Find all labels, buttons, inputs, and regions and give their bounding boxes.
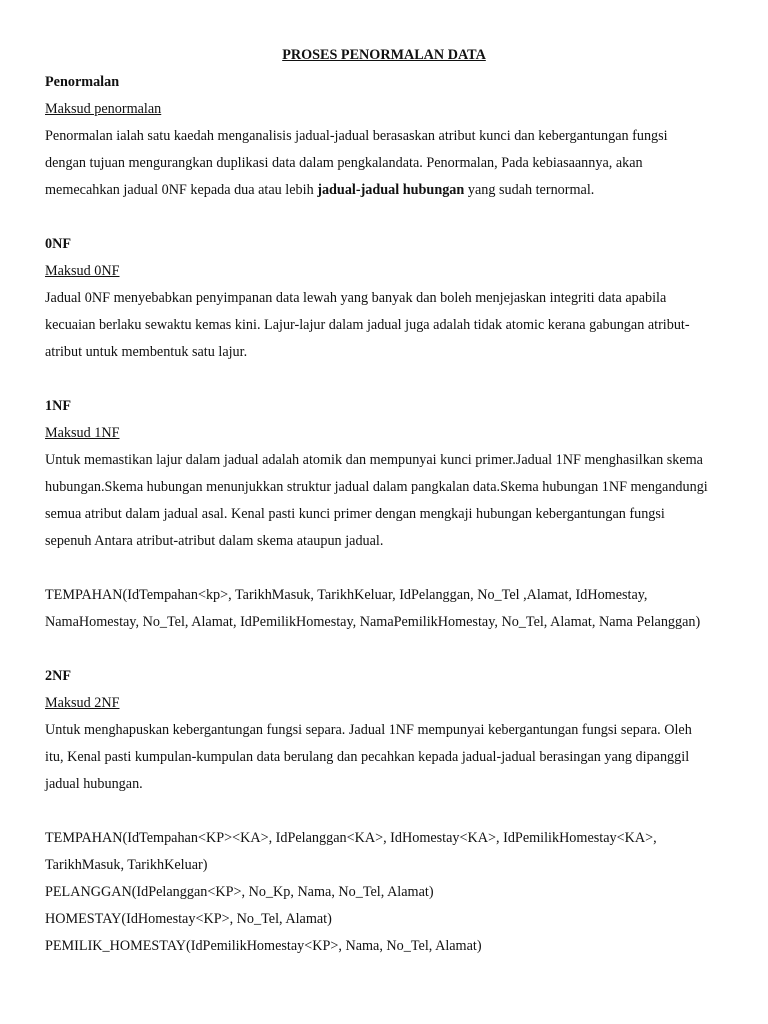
body-text-part: yang sudah ternormal. [464,182,595,198]
schema-2nf-homestay: HOMESTAY(IdHomestay<KP>, No_Tel, Alamat) [45,911,332,927]
section-heading-penormalan: Penormalan [45,74,120,90]
body-text-part: Penormalan ialah satu kaedah menganalisis jadual-jadual berasaskan atribut kunci dan kebergantungan fungsi dengan tujuan mengurangkan duplikasi data dalam pengkalandata. Penormalan, Pada kebiasaannya, akan memecahkan jadual 0NF kepada dua atau lebih [45,128,668,198]
paragraph-gap [45,204,712,231]
paragraph-gap [45,636,712,663]
paragraph-gap [45,798,712,825]
schema-2nf-tempahan: TEMPAHAN(IdTempahan<KP><KA>, IdPelanggan<KA>, IdHomestay<KA>, IdPemilikHomestay<KA>, TarikhMasuk, TarikhKeluar) [45,830,657,873]
section-body-2nf: Untuk menghapuskan kebergantungan fungsi separa. Jadual 1NF mempunyai kebergantungan fungsi separa. Oleh itu, Kenal pasti kumpulan-kumpulan data berulang dan pecahkan kepada jadual-jadual berasingan yang dipanggil jadual hubungan. [45,722,692,792]
paragraph-gap [45,555,712,582]
schema-2nf-pelanggan: PELANGGAN(IdPelanggan<KP>, No_Kp, Nama, No_Tel, Alamat) [45,884,434,900]
body-text-bold: jadual-jadual hubungan [317,182,465,198]
section-body-penormalan [45,123,712,204]
schema-1nf-tempahan: TEMPAHAN(IdTempahan<kp>, TarikhMasuk, TarikhKeluar, IdPelanggan, No_Tel ,Alamat, IdHomestay, NamaHomestay, No_Tel, Alamat, IdPemilikHomestay, NamaPemilikHomestay, No_Tel, Alamat, Nama Pelanggan) [45,587,701,630]
section-body-1nf: Untuk memastikan lajur dalam jadual adalah atomik dan mempunyai kunci primer.Jadual 1NF menghasilkan skema hubungan.Skema hubungan menunjukkan struktur jadual dalam pangkalan data.Skema hubungan 1NF mengandungi semua atribut dalam jadual asal. Kenal pasti kunci primer dengan mengkaji hubungan kebergantungan fungsi sepenuh Antara atribut-atribut dalam skema ataupun jadual. [45,452,708,549]
section-subheading-2nf: Maksud 2NF [45,695,120,711]
schema-2nf-pemilik-homestay: PEMILIK_HOMESTAY(IdPemilikHomestay<KP>, Nama, No_Tel, Alamat) [45,938,482,954]
section-subheading-penormalan: Maksud penormalan [45,101,162,117]
section-heading-0nf: 0NF [45,236,72,252]
document-title: PROSES PENORMALAN DATA [282,47,486,63]
section-heading-2nf: 2NF [45,668,72,684]
section-subheading-1nf: Maksud 1NF [45,425,120,441]
section-heading-1nf: 1NF [45,398,72,414]
paragraph-gap [45,366,712,393]
section-body-0nf: Jadual 0NF menyebabkan penyimpanan data lewah yang banyak dan boleh menjejaskan integriti data apabila kecuaian berlaku sewaktu kemas kini. Lajur-lajur dalam jadual juga adalah tidak atomic kerana gabungan atribut-atribut untuk membentuk satu lajur. [45,290,690,360]
section-subheading-0nf: Maksud 0NF [45,263,120,279]
